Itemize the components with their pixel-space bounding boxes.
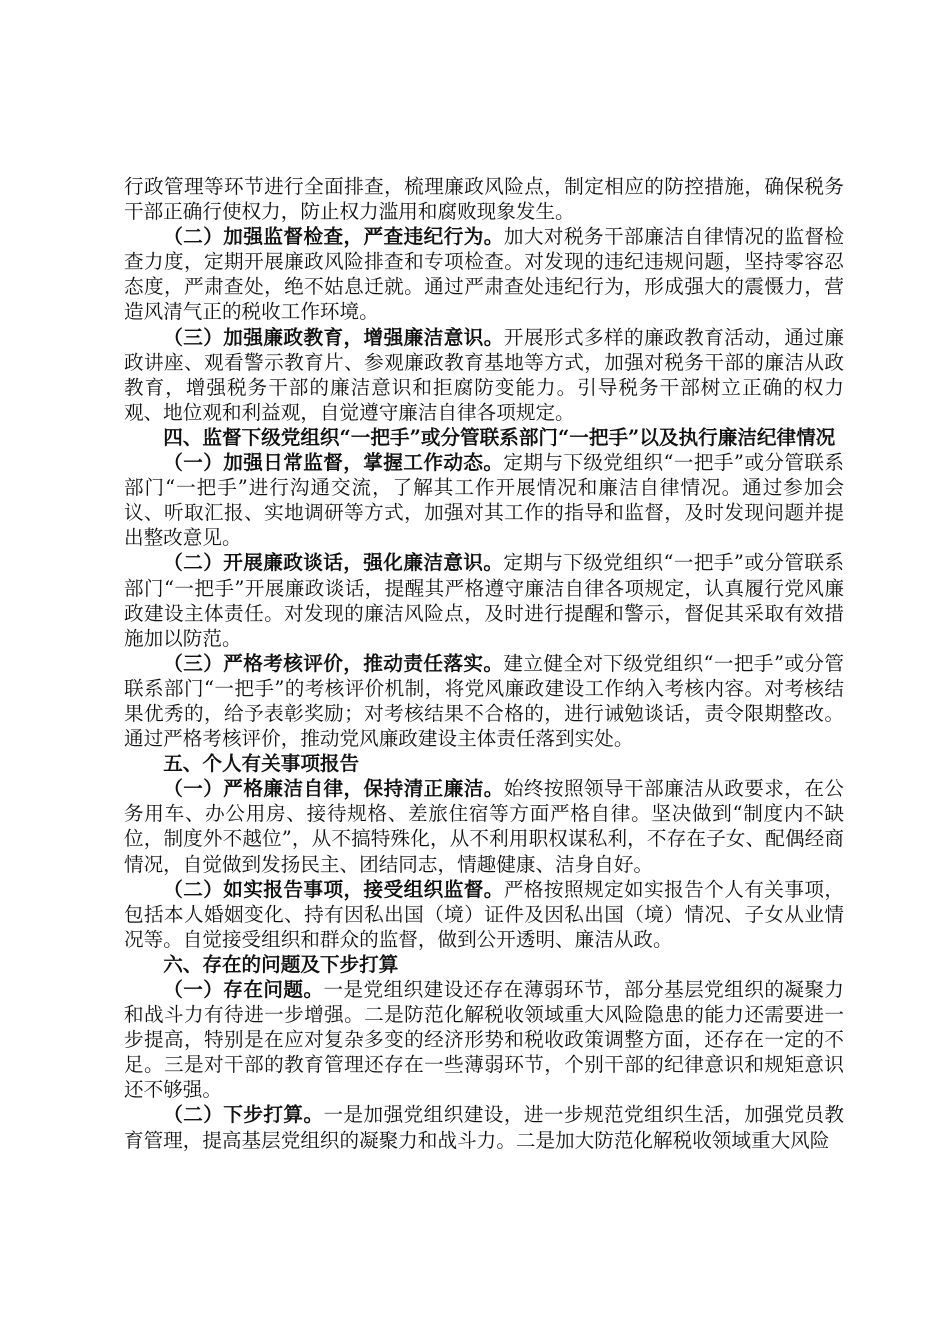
- paragraph-lead: （一）加强日常监督，掌握工作动态。: [163, 451, 504, 475]
- paragraph-lead: （二）加强监督检查，严查违纪行为。: [163, 225, 504, 249]
- paragraph-text: 加大对税务干部廉洁自律情况的监督检查力度，定期开展廉政风险排查和专项检查。对发现的违纪违规问题，坚持零容忍态度，严肃查处，绝不姑息迁就。通过严肃查处违纪行为，形成强大的震慑力，营造风清气正的税收工作环境。: [124, 225, 845, 324]
- paragraph-text: 定期与下级党组织“一把手”或分管联系部门“一把手”开展廉政谈话，提醒其严格遵守廉洁自律各项规定，认真履行党风廉政建设主体责任。对发现的廉洁风险点，及时进行提醒和警示，督促其采取有效措施加以防范。: [124, 551, 844, 650]
- paragraph-lead: （一）严格廉洁自律，保持清正廉洁。: [163, 777, 504, 801]
- section-heading-6: 六、存在的问题及下步打算: [163, 952, 399, 976]
- paragraph-integrity-education: [124, 325, 844, 425]
- paragraph-text: 开展形式多样的廉政教育活动，通过廉政讲座、观看警示教育片、参观廉政教育基地等方式，加强对税务干部的廉洁从政教育，增强税务干部的廉洁意识和拒腐防变能力。引导税务干部树立正确的权力观、地位观和利益观，自觉遵守廉洁自律各项规定。: [124, 325, 845, 424]
- paragraph-supervision-inspection: [124, 224, 844, 324]
- paragraph-lead: （三）加强廉政教育，增强廉洁意识。: [163, 325, 504, 349]
- paragraph-text: 一是加强党组织建设，进一步规范党组织生活，加强党员教育管理，提高基层党组织的凝聚力和战斗力。二是加大防范化解税收领域重大风险: [124, 1103, 845, 1152]
- paragraph-text: 行政管理等环节进行全面排查，梳理廉政风险点，制定相应的防控措施，确保税务干部正确行使权力，防止权力滥用和腐败现象发生。: [124, 175, 844, 224]
- paragraph-lead: （二）下步打算。: [163, 1103, 324, 1127]
- section-heading-5: 五、个人有关事项报告: [163, 752, 360, 776]
- paragraph-integrity-talks: [124, 550, 844, 650]
- section-heading-4: 四、监督下级党组织“一把手”或分管联系部门“一把手”以及执行廉洁纪律情况: [163, 425, 836, 449]
- paragraph-self-discipline: [124, 776, 844, 876]
- paragraph-text: 严格按照规定如实报告个人有关事项，包括本人婚姻变化、持有因私出国（境）证件及因私出国（境）情况、子女从业情况等。自觉接受组织和群众的监督，做到公开透明、廉洁从政。: [124, 877, 845, 951]
- paragraph-text: 定期与下级党组织“一把手”或分管联系部门“一把手”进行沟通交流，了解其工作开展情况和廉洁自律情况。通过参加会议、听取汇报、实地调研等方式，加强对其工作的指导和监督，及时发现问题并提出整改意见。: [124, 451, 844, 550]
- paragraph-text: 一是党组织建设还存在薄弱环节，部分基层党组织的凝聚力和战斗力有待进一步增强。二是防范化解税收领域重大风险隐患的能力还需要进一步提高，特别是在应对复杂多变的经济形势和税收政策调整方面，还存在一定的不足。三是对干部的教育管理还存在一些薄弱环节，个别干部的纪律意识和规矩意识还不够强。: [124, 978, 845, 1102]
- paragraph-assessment: [124, 651, 844, 751]
- paragraph-daily-supervision: [124, 450, 844, 550]
- paragraph-lead: （二）如实报告事项，接受组织监督。: [163, 877, 504, 901]
- paragraph-continuation: [124, 174, 844, 224]
- paragraph-text: 始终按照领导干部廉洁从政要求，在公务用车、办公用房、接待规格、差旅住宿等方面严格自律。坚决做到“制度内不缺位，制度外不越位”，从不搞特殊化，从不利用职权谋私利，不存在子女、配偶经商情况，自觉做到发扬民主、团结同志，情趣健康、洁身自好。: [124, 777, 845, 876]
- paragraph-text: 建立健全对下级党组织“一把手”或分管联系部门“一把手”的考核评价机制，将党风廉政建设工作纳入考核内容。对考核结果优秀的，给予表彰奖励；对考核结果不合格的，进行诫勉谈话，责令限期整改。通过严格考核评价，推动党风廉政建设主体责任落到实处。: [124, 651, 844, 751]
- paragraph-lead: （二）开展廉政谈话，强化廉洁意识。: [163, 551, 504, 575]
- paragraph-problems: [124, 977, 844, 1102]
- document-page: [124, 174, 844, 1153]
- paragraph-next-steps: [124, 1102, 844, 1152]
- paragraph-lead: （三）严格考核评价，推动责任落实。: [163, 651, 504, 675]
- paragraph-report-matters: [124, 877, 844, 952]
- paragraph-lead: （一）存在问题。: [163, 978, 324, 1001]
